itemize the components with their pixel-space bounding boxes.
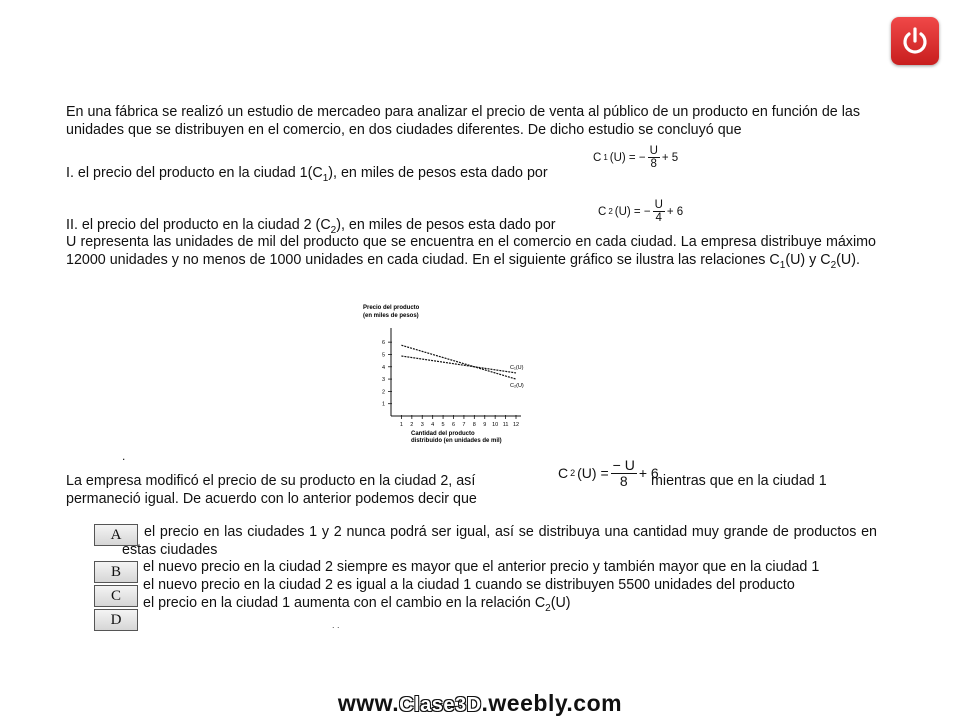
intro-paragraph: En una fábrica se realizó un estudio de mercadeo para analizar el precio de venta al público de un producto en función de las unidades que se distribuyen en el comercio, en dos ciudades diferentes. De dicho estudio se concluyó que bbox=[66, 104, 860, 138]
power-button[interactable] bbox=[891, 17, 939, 65]
modified-text-b: mientras que en la ciudad 1 bbox=[651, 473, 827, 489]
x-tick-label: 12 bbox=[512, 422, 520, 428]
x-tick-label: 3 bbox=[420, 422, 424, 428]
x-tick-label: 11 bbox=[502, 422, 509, 428]
series-label-1: C₁(U) bbox=[510, 364, 524, 371]
y-tick-label: 2 bbox=[381, 389, 385, 396]
option-c-button[interactable]: C bbox=[94, 585, 138, 607]
option-d-button[interactable]: D bbox=[94, 609, 138, 631]
description-paragraph: U representa las unidades de mil del producto que se encuentra en el comercio en cada ciudad. La empresa distribuye máximo 12000 unidades y no menos de 1000 unidades en cada ciudad. En el siguiente gráfico se ilustra las relaciones $C_1(U)$ y $C_2(U)$. bbox=[66, 234, 876, 271]
x-tick-label: 5 bbox=[441, 422, 445, 428]
x-tick-label: 7 bbox=[462, 422, 466, 428]
x-tick-label: 9 bbox=[483, 422, 487, 428]
y-tick-label: 3 bbox=[381, 377, 385, 384]
series-line-1 bbox=[401, 356, 516, 373]
price-chart bbox=[355, 298, 530, 453]
x-axis-label-1: Cantidad del producto bbox=[411, 431, 475, 437]
x-tick-label: 1 bbox=[399, 422, 403, 428]
option-a-button[interactable]: A bbox=[94, 524, 138, 546]
x-tick-label: 10 bbox=[492, 422, 499, 428]
footer-url: www.Clase3D.weebly.com bbox=[337, 690, 623, 716]
y-tick-label: 5 bbox=[381, 352, 385, 359]
x-tick-label: 8 bbox=[472, 422, 476, 428]
x-tick-label: 4 bbox=[431, 422, 435, 428]
y-tick-label: 6 bbox=[381, 340, 385, 347]
y-tick-label: 4 bbox=[381, 364, 385, 371]
x-tick-label: 6 bbox=[451, 422, 456, 428]
option-d-text: el precio en la ciudad 1 aumenta con el cambio en la relación $C_2(U)$ bbox=[143, 595, 571, 614]
c2-formula: C 2 (U) = − $\frac{U}{4}$ + 6 bbox=[598, 199, 684, 225]
modified-text-c: permaneció igual. De acuerdo con lo anterior podemos decir que bbox=[66, 491, 477, 507]
option-c-text: el nuevo precio en la ciudad 2 es igual a la ciudad 1 cuando se distribuyen 5500 unidades del producto bbox=[143, 577, 795, 593]
stray-dots: . . bbox=[332, 620, 340, 630]
footer-brand: Clase3D bbox=[399, 694, 482, 716]
item-2-text: II. el precio del producto en la ciudad 2 $(C_2)$, en miles de pesos esta dado por bbox=[66, 217, 556, 236]
stray-dot: . bbox=[122, 449, 126, 463]
y-axis-label-1: Precio del producto bbox=[363, 305, 420, 311]
power-icon bbox=[899, 25, 931, 57]
series-line-2 bbox=[401, 345, 516, 379]
modified-text-a: La empresa modificó el precio de su producto en la ciudad 2, así bbox=[66, 473, 476, 489]
series-label-2: C₂(U) bbox=[510, 383, 524, 390]
item-1-text: I. el precio del producto en la ciudad $1(C_1)$, en miles de pesos esta dado por bbox=[66, 165, 548, 184]
c2-modified-formula: C 2 (U) = $\frac{- U}{8}$ + 6 bbox=[558, 457, 659, 489]
y-tick-label: 1 bbox=[381, 401, 385, 408]
x-tick-label: 2 bbox=[410, 422, 414, 428]
c1-formula: C 1 (U) = − $\frac{U}{8}$ + 5 bbox=[593, 145, 679, 171]
option-b-text: el nuevo precio en la ciudad 2 siempre es mayor que el anterior precio y también mayor que en la ciudad 1 bbox=[143, 559, 820, 575]
option-b-button[interactable]: B bbox=[94, 561, 138, 583]
option-a-text: el precio en las ciudades 1 y 2 nunca podrá ser igual, así se distribuya una cantidad muy grande de productos en estas ciudades bbox=[122, 524, 877, 558]
y-axis-label-2: (en miles de pesos) bbox=[363, 313, 419, 319]
x-axis-label-2: distribuido (en unidades de mil) bbox=[411, 438, 502, 444]
